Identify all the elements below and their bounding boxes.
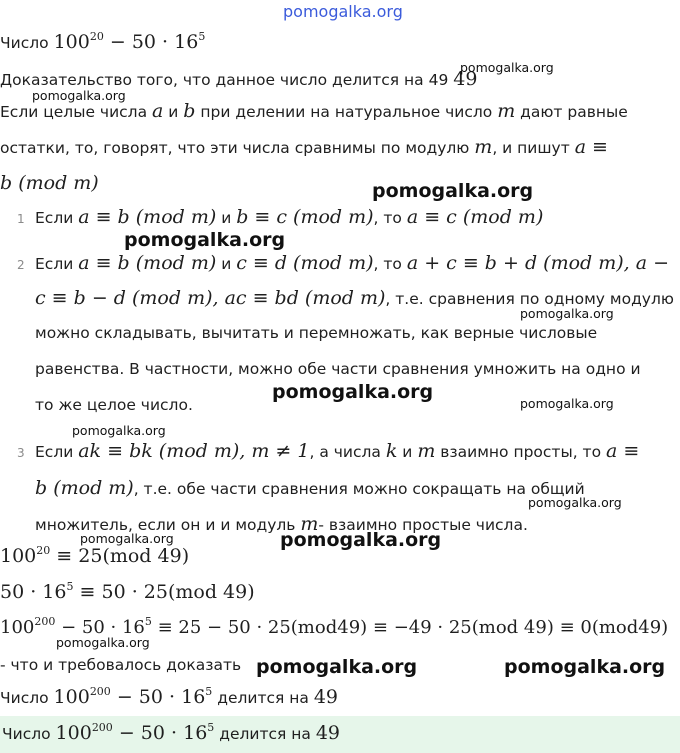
math-expression: a ≡ b (mod m) xyxy=(78,252,217,274)
watermark-top[interactable]: pomogalka.org xyxy=(283,2,403,21)
watermark: pomogalka.org xyxy=(520,396,614,411)
qed-text: - что и требовалось доказать xyxy=(0,656,242,674)
text-fragment: Если xyxy=(35,209,79,227)
text-fragment: и xyxy=(397,443,418,461)
text-fragment: , то xyxy=(373,209,407,227)
text-fragment: - взаимно простые числа. xyxy=(318,516,528,534)
watermark: pomogalka.org xyxy=(272,381,434,403)
watermark: pomogalka.org xyxy=(124,229,286,251)
list-item-line xyxy=(35,477,585,499)
problem-title: Число $100^{20} - 50 \cdot 16^5$ xyxy=(0,30,206,53)
list-item-line xyxy=(35,396,193,414)
list-item-number: 1 xyxy=(17,212,25,226)
watermark: pomogalka.org xyxy=(56,635,150,650)
text-fragment: множитель, если он и и модуль xyxy=(35,516,301,534)
text-fragment: равенства. В частности, можно обе части сравнения умножить на одно и xyxy=(35,360,641,378)
text-fragment: можно складывать, вычитать и перемножать, как верные числовые xyxy=(35,324,598,342)
intro-line-3: b (mod m) xyxy=(0,172,99,194)
watermark: pomogalka.org xyxy=(372,180,534,202)
list-item-number: 2 xyxy=(17,258,25,272)
equation-2: $50 \cdot 16^5 \equiv 50 \cdot 25(mod$ 49) xyxy=(0,580,255,603)
text-fragment: Если xyxy=(35,255,79,273)
intro-line-1: Если целые числа a и b при делении на натуральное число m дают равные xyxy=(0,100,628,122)
math-expression: b (mod m) xyxy=(35,477,134,499)
watermark: pomogalka.org xyxy=(80,531,174,546)
equation-3: $100^{200} - 50 \cdot 16^5 \equiv 25 - 50 \cdot 25(mod49) \equiv -49 \cdot 25(mod$ 49) ≡ 0(mod49) xyxy=(0,615,669,638)
math-expression: a ≡ b (mod m) xyxy=(78,206,217,228)
text-fragment: , т.е. обе части сравнения можно сокращать на общий xyxy=(133,480,585,498)
watermark: pomogalka.org xyxy=(256,656,418,678)
text-fragment: и xyxy=(216,209,237,227)
math-expression: ak ≡ bk (mod m), m ≠ 1 xyxy=(78,440,310,462)
answer-text: Число $100^{200} - 50 \cdot 16^5$ делится на 49 xyxy=(2,721,341,744)
math-expression: a ≡ xyxy=(606,440,640,462)
list-item-line xyxy=(35,206,543,228)
text-fragment: то же целое число. xyxy=(35,396,193,414)
text-fragment: , то xyxy=(373,255,407,273)
math-expression: a + c ≡ b + d (mod m), a − xyxy=(406,252,670,274)
watermark: pomogalka.org xyxy=(460,60,554,75)
proof-heading: Доказательство того, что данное число делится на 49 49 xyxy=(0,68,478,90)
watermark: pomogalka.org xyxy=(520,306,614,321)
math-expression: c ≡ b − d (mod m), ac ≡ bd (mod m) xyxy=(35,287,386,309)
watermark: pomogalka.org xyxy=(280,529,442,551)
list-item-line xyxy=(35,440,639,462)
text-fragment: , т.е. сравнения по одному модулю xyxy=(385,290,674,308)
equation-1: $100^{20} \equiv 25(mod$ 49) xyxy=(0,544,190,567)
text-fragment: и xyxy=(216,255,237,273)
watermark: pomogalka.org xyxy=(528,495,622,510)
list-item-line xyxy=(35,324,597,342)
math-expression: a ≡ c (mod m) xyxy=(406,206,544,228)
intro-line-2: остатки, то, говорят, что эти числа сравнимы по модулю m, и пишут a ≡ xyxy=(0,136,608,158)
math-expression: c ≡ d (mod m) xyxy=(236,252,374,274)
watermark: pomogalka.org xyxy=(72,423,166,438)
conclusion: Число $100^{200} - 50 \cdot 16^5$ делится на 49 xyxy=(0,685,339,708)
math-expression: b ≡ c (mod m) xyxy=(236,206,374,228)
math-expression: m xyxy=(300,513,319,535)
math-expression: k xyxy=(385,440,398,462)
list-item-number: 3 xyxy=(17,446,25,460)
list-item-line xyxy=(35,360,641,378)
watermark: pomogalka.org xyxy=(504,656,666,678)
text-fragment: , а числа xyxy=(309,443,386,461)
math-expression: m xyxy=(417,440,436,462)
list-item-line xyxy=(35,252,669,274)
watermark: pomogalka.org xyxy=(32,88,126,103)
answer-box xyxy=(0,716,680,753)
text-fragment: взаимно просты, то xyxy=(435,443,606,461)
text-fragment: Если xyxy=(35,443,79,461)
